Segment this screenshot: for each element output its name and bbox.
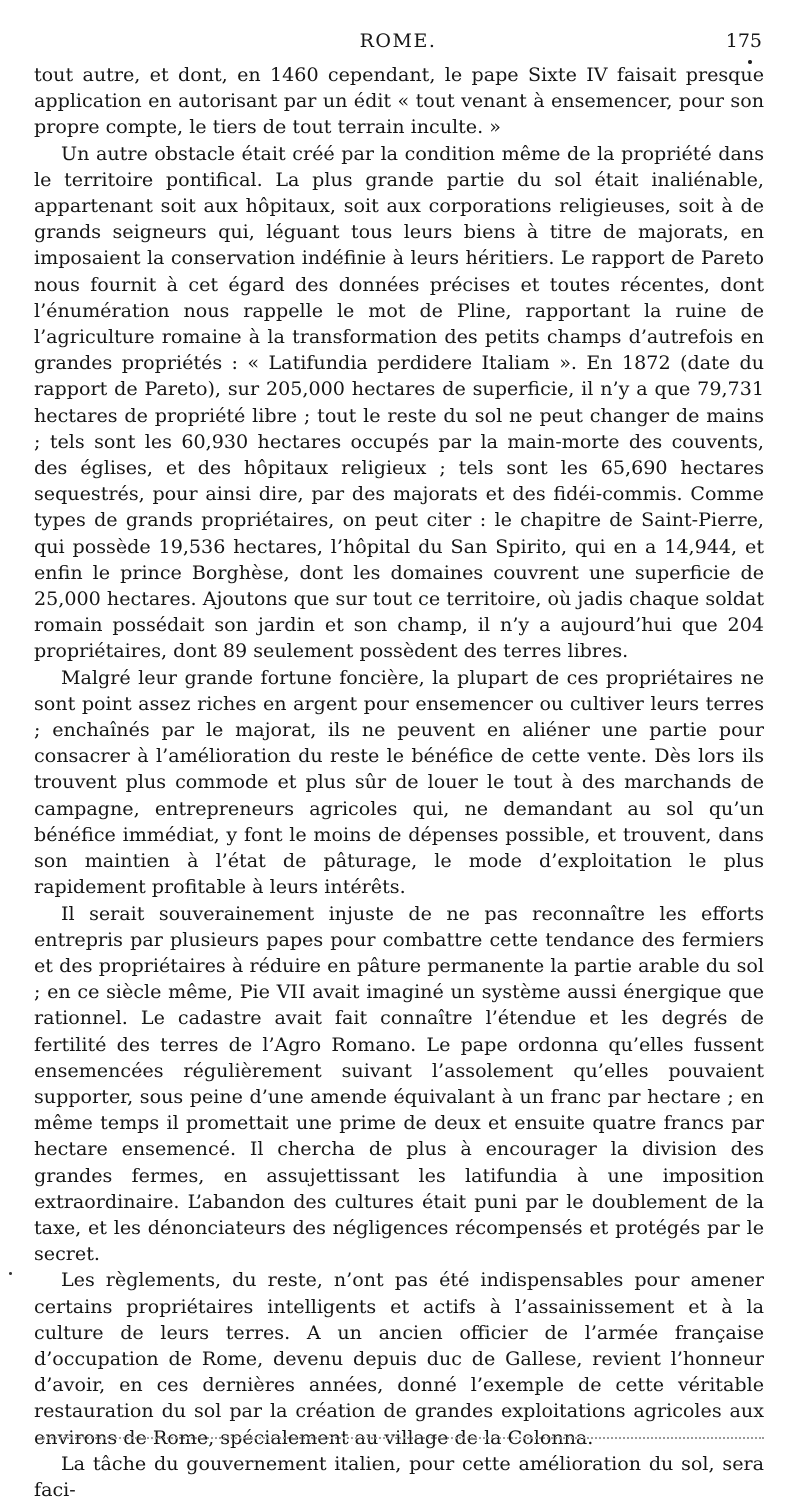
running-head: ROME. [359, 30, 437, 52]
page-header [34, 30, 762, 60]
paragraph-5: Les règlements, du reste, n’ont pas été indispensables pour amener certains propriétaires intelligents et actifs à l’assainissement et à la culture de leurs terres. A un ancien officier de l’armée française d’occupation de Rome, devenu depuis duc de Gallese, revient l’honneur d’avoir, en ces dernières années, donné l’exemple de cette véritable restauration du sol par la création de grandes exploitations agricoles aux environs de Rome, spécialement au village de la Colonna. [34, 1268, 764, 1449]
page-number: 175 [725, 30, 762, 52]
margin-mark [9, 1272, 12, 1275]
paragraph-4: Il serait souverainement injuste de ne pas reconnaître les efforts entrepris par plusieurs papes pour combattre cette tendance des fermiers et des propriétaires à réduire en pâture permanente la partie arable du sol ; en ce siècle même, Pie VII avait imaginé un système aussi énergique que rationnel. Le cadastre avait fait connaître l’étendue et les degrés de fertilité des terres de l’Agro Romano. Le pape ordonna qu’elles fussent ensemencées régulièrement suivant l’assolement qu’elles pouvaient supporter, sous peine d’une amende équivalant à un franc par hectare ; en même temps il promettait une prime de deux et ensuite quatre francs par hectare ensemencé. Il chercha de plus à encourager la division des grandes fermes, en assujettissant les latifundia à une imposition extraordinaire. L’abandon des cultures était puni par le doublement de la taxe, et les dénonciateurs des négligences récompensés et protégés par le secret. [34, 901, 764, 1266]
paragraph-3: Malgré leur grande fortune foncière, la plupart de ces propriétaires ne sont point assez riches en argent pour ensemencer ou cultiver leurs terres ; enchaînés par le majorat, ils ne peuvent en aliéner une partie pour consacrer à l’amélioration du reste le bénéfice de cette vente. Dès lors ils trouvent plus commode et plus sûr de louer le tout à des marchands de campagne, entrepreneurs agricoles qui, ne demandant au sol qu’un bénéfice immédiat, y font le moins de dépenses possible, et trouvent, dans son maintien à l’état de pâturage, le mode d’exploitation le plus rapidement profitable à leurs intérêts. [34, 665, 764, 899]
body-text [34, 62, 764, 1503]
paragraph-2: Un autre obstacle était créé par la condition même de la propriété dans le territoire pontifical. La plus grande partie du sol était inaliénable, appartenant soit aux hôpitaux, soit aux corporations religieuses, soit à de grands seigneurs qui, léguant tous leurs biens à titre de majorats, en imposaient la conservation indéfinie à leurs héritiers. Le rapport de Pareto nous fournit à cet égard des données précises et toutes récentes, dont l’énumération nous rappelle le mot de Pline, rapportant la ruine de l’agriculture romaine à la transformation des petits champs d’autrefois en grandes propriétés : « Latifundia perdidere Italiam ». En 1872 (date du rapport de Pareto), sur 205,000 hectares de superficie, il n’y a que 79,731 hectares de propriété libre ; tout le reste du sol ne peut changer de mains ; tels sont les 60,930 hectares occupés par la main-morte des couvents, des églises, et des hôpitaux religieux ; tels sont les 65,690 hectares sequestrés, pour ainsi dire, par des majorats et des fidéi-commis. Comme types de grands propriétaires, on peut citer : le chapitre de Saint-Pierre, qui possède 19,536 hectares, l’hôpital du San Spirito, qui en a 14,944, et enfin le prince Borghèse, dont les domaines couvrent une superficie de 25,000 hectares. Ajoutons que sur tout ce territoire, où jadis chaque soldat romain possédait son jardin et son champ, il n’y a aujourd’hui que 204 propriétaires, dont 89 seulement possèdent des terres libres. [34, 141, 764, 663]
paragraph-1: tout autre, et dont, en 1460 cependant, le pape Sixte IV faisait presque application en autorisant par un édit « tout venant à ensemencer, pour son propre compte, le tiers de tout terrain inculte. » [34, 63, 764, 139]
paragraph-6: La tâche du gouvernement italien, pour cette amélioration du sol, sera faci- [34, 1451, 764, 1501]
bleed-through-line [40, 1437, 764, 1439]
